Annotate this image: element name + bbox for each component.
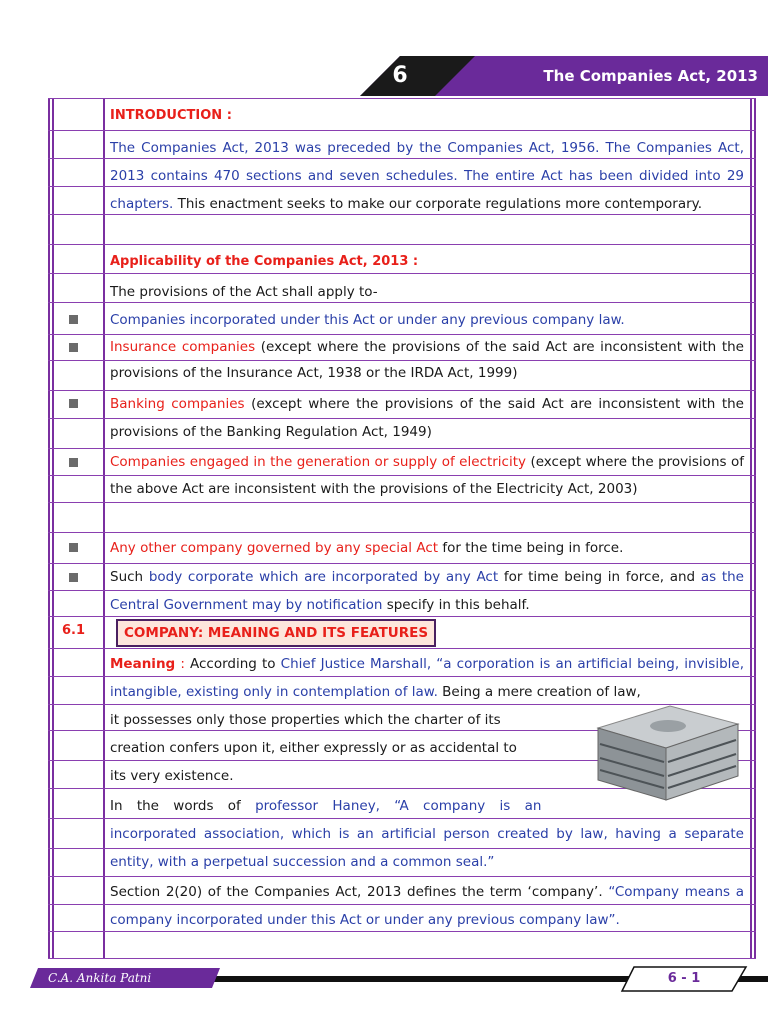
haney-intro: In the words of [110,798,256,814]
chapter-title: The Companies Act, 2013 [543,67,758,85]
applicability-item [110,390,744,446]
office-building-illustration [578,700,756,804]
item-text: specify in this behalf. [382,597,530,613]
item-text: (except where the provisions of the said Act are inconsistent with the provisions of the Insurance Act, 1938 or the IRDA Act, 1999) [110,339,744,381]
item-text-red: Companies engaged in the generation or supply of electricity [110,454,527,470]
intro-text-blue: The Companies Act, 2013 was preceded by the Companies Act, 1956. The Companies Act, 2013 contains 470 sections and seven schedules. The entire Act has been divided into 29 chapters. [110,140,744,212]
footer-page-number: 6 - 1 [667,971,701,986]
applicability-item [110,563,744,619]
chapter-number: 6 [392,63,408,88]
item-text-red: Insurance companies [110,339,256,355]
definition-quote: “Company means a company incorporated under this Act or under any previous company law”. [110,884,744,928]
applicability-lead: The provisions of the Act shall apply to- [110,284,378,300]
haney-line [110,792,565,820]
item-text-blue: body corporate which are incorporated by any Act [148,569,499,585]
section-title-box: COMPANY: MEANING AND ITS FEATURES [116,619,436,647]
item-text: Companies incorporated under this Act or under any previous company law. [110,312,625,328]
meaning-text-end: Being a mere creation of law, [437,684,641,700]
meaning-quote: Chief Justice Marshall, “a corporation is an artificial being, invisible, intangible, existing only in contemplation of law. [110,656,744,700]
haney-quote-start: professor Haney, “A company is an [255,798,542,814]
item-text-blue: as the Central Government may by notification [110,569,744,613]
definition-text: Section 2(20) of the Companies Act, 2013 defines the term ‘company’. [110,884,609,900]
section-number: 6.1 [62,623,86,638]
bullet-square-icon [69,543,78,552]
wrap-line: its very existence. [110,768,234,784]
meaning-paragraph [110,650,744,706]
footer-author: C.A. Ankita Patni [48,971,152,985]
applicability-item [110,306,744,334]
bullet-square-icon [69,458,78,467]
applicability-heading: Applicability of the Companies Act, 2013 : [110,254,419,269]
meaning-label: Meaning [110,656,176,672]
bullet-square-icon [69,343,78,352]
meaning-colon: : [175,656,191,672]
intro-paragraph [110,134,744,218]
item-text: (except where the provisions of the above Act are inconsistent with the provisions of the Electricity Act, 2003) [110,454,744,497]
section-definition [110,878,744,934]
item-text-red: Banking companies [110,396,245,412]
wrap-line: creation confers upon it, either expressly or as accidental to [110,740,517,756]
bullet-square-icon [69,573,78,582]
item-text: for the time being in force. [438,540,624,556]
item-text: Such [110,569,149,585]
haney-quote: incorporated association, which is an artificial person created by law, having a separate entity, with a perpetual succession and a common seal.” [110,826,744,870]
bullet-square-icon [69,399,78,408]
item-text-red: Any other company governed by any special Act [110,540,439,556]
item-text: for time being in force, and [498,569,701,585]
intro-heading: INTRODUCTION : [110,108,232,123]
applicability-item [110,334,744,386]
intro-text-black: This enactment seeks to make our corporate regulations more contemporary. [173,196,703,212]
applicability-item [110,449,744,503]
wrap-line: it possesses only those properties which the charter of its [110,712,501,728]
applicability-item [110,534,744,562]
meaning-text: According to [190,656,281,672]
bullet-square-icon [69,315,78,324]
item-text: (except where the provisions of the said Act are inconsistent with the provisions of the Banking Regulation Act, 1949) [110,396,744,440]
